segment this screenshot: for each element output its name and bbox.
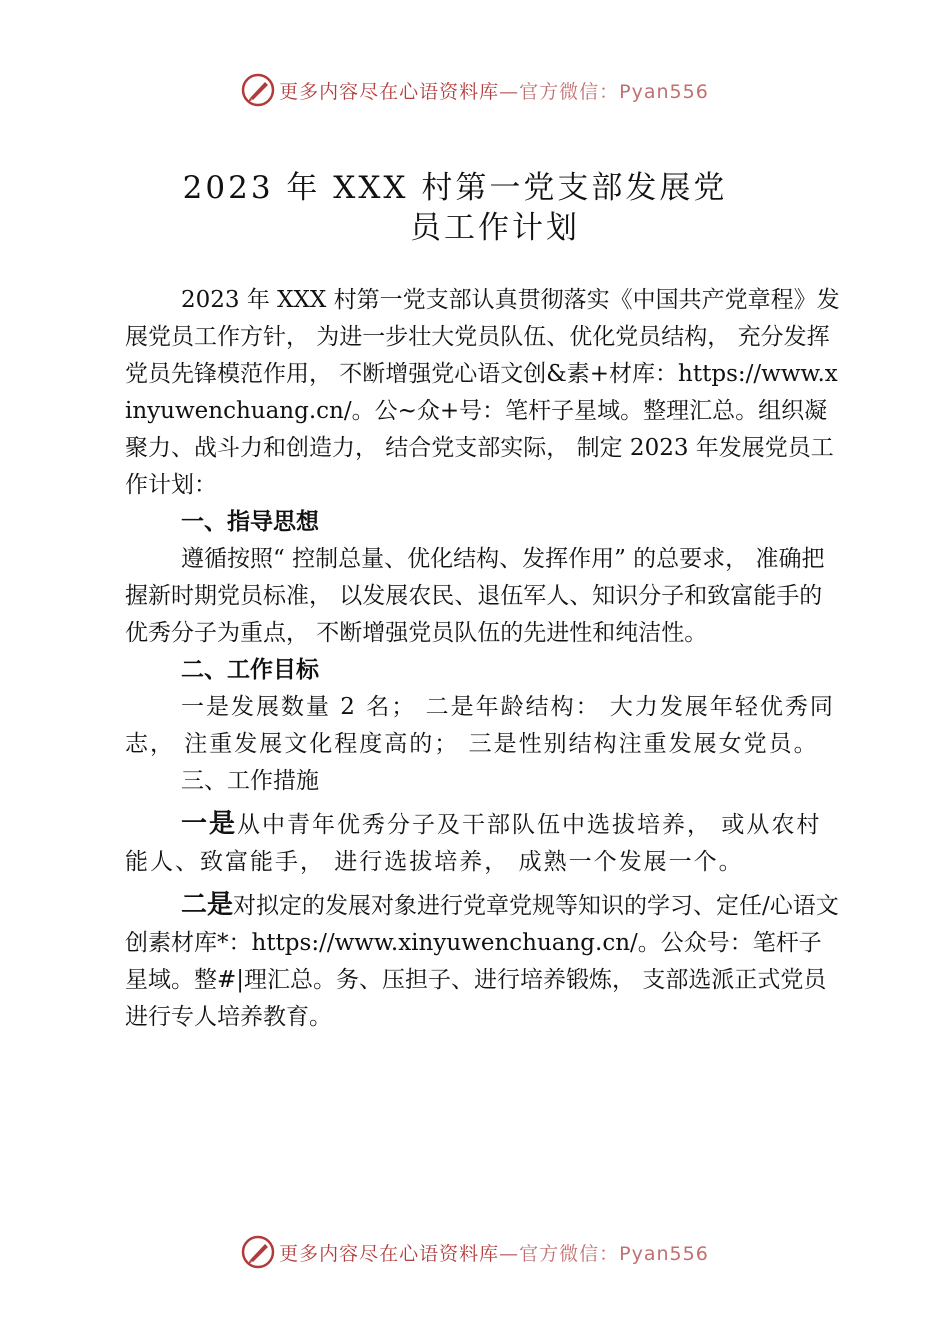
watermark-main: 更多内容尽在心语资料库 bbox=[279, 1242, 500, 1265]
title-line-2: 员工作计划 bbox=[410, 210, 580, 246]
page-title bbox=[0, 168, 950, 248]
watermark-footer bbox=[0, 1232, 950, 1272]
measure-1-paragraph bbox=[125, 806, 840, 881]
measure-2-lead: 二是 bbox=[181, 890, 234, 920]
watermark-header bbox=[0, 70, 950, 110]
measure-2-paragraph bbox=[125, 887, 840, 1036]
intro-paragraph: 2023 年 XXX 村第一党支部认真贯彻落实《中国共产党章程》发展党员工作方针， 为进一步壮大党员队伍、优化党员结构， 充分发挥党员先锋模范作用， 不断增强党心语文创&素+材库：https://www.xinyuwenchuang.cn/。公~众+号：笔杆子星域。整理汇总。组织凝聚力、战斗力和创造力， 结合党支部实际， 制定 2023 年发展党员工作计划： bbox=[125, 287, 840, 498]
section-heading-1: 一、指导思想 bbox=[181, 509, 319, 535]
section-heading-3: 三、工作措施 bbox=[181, 768, 319, 794]
measure-2-text: 对拟定的发展对象进行党章党规等知识的学习、定任/心语文创素材库*：https://www.xinyuwenchuang.cn/。公众号：笔杆子星域。整#|理汇总。务、压担子、进行培养锻炼， 支部选派正式党员进行专人培养教育。 bbox=[125, 893, 839, 1030]
pen-logo-icon bbox=[241, 1235, 275, 1269]
section-1-paragraph: 遵循按照“ 控制总量、优化结构、发挥作用” 的总要求， 准确把握新时期党员标准， 以发展农民、退伍军人、知识分子和致富能手的优秀分子为重点， 不断增强党员队伍的先进性和纯洁性。 bbox=[125, 546, 825, 646]
watermark-main: 更多内容尽在心语资料库 bbox=[279, 80, 500, 103]
watermark-dash: — bbox=[499, 1242, 520, 1265]
section-heading-2: 二、工作目标 bbox=[181, 657, 319, 683]
watermark-text bbox=[279, 1239, 709, 1266]
title-line-1: 2023 年 XXX 村第一党支部发展党 bbox=[182, 170, 728, 206]
section-2-paragraph: 一是发展数量 2 名； 二是年龄结构： 大力发展年轻优秀同志， 注重发展文化程度高的； 三是性别结构注重发展女党员。 bbox=[125, 694, 835, 757]
watermark-contact: 官方微信：Pyan556 bbox=[519, 80, 709, 103]
watermark-dash: — bbox=[499, 80, 520, 103]
document-body bbox=[125, 282, 840, 1036]
pen-logo-icon bbox=[241, 73, 275, 107]
watermark-text bbox=[279, 77, 709, 104]
measure-1-text: 从中青年优秀分子及干部队伍中选拔培养， 或从农村能人、致富能手， 进行选拔培养， 成熟一个发展一个。 bbox=[125, 812, 822, 875]
measure-1-lead: 一是 bbox=[181, 809, 238, 839]
watermark-contact: 官方微信：Pyan556 bbox=[519, 1242, 709, 1265]
